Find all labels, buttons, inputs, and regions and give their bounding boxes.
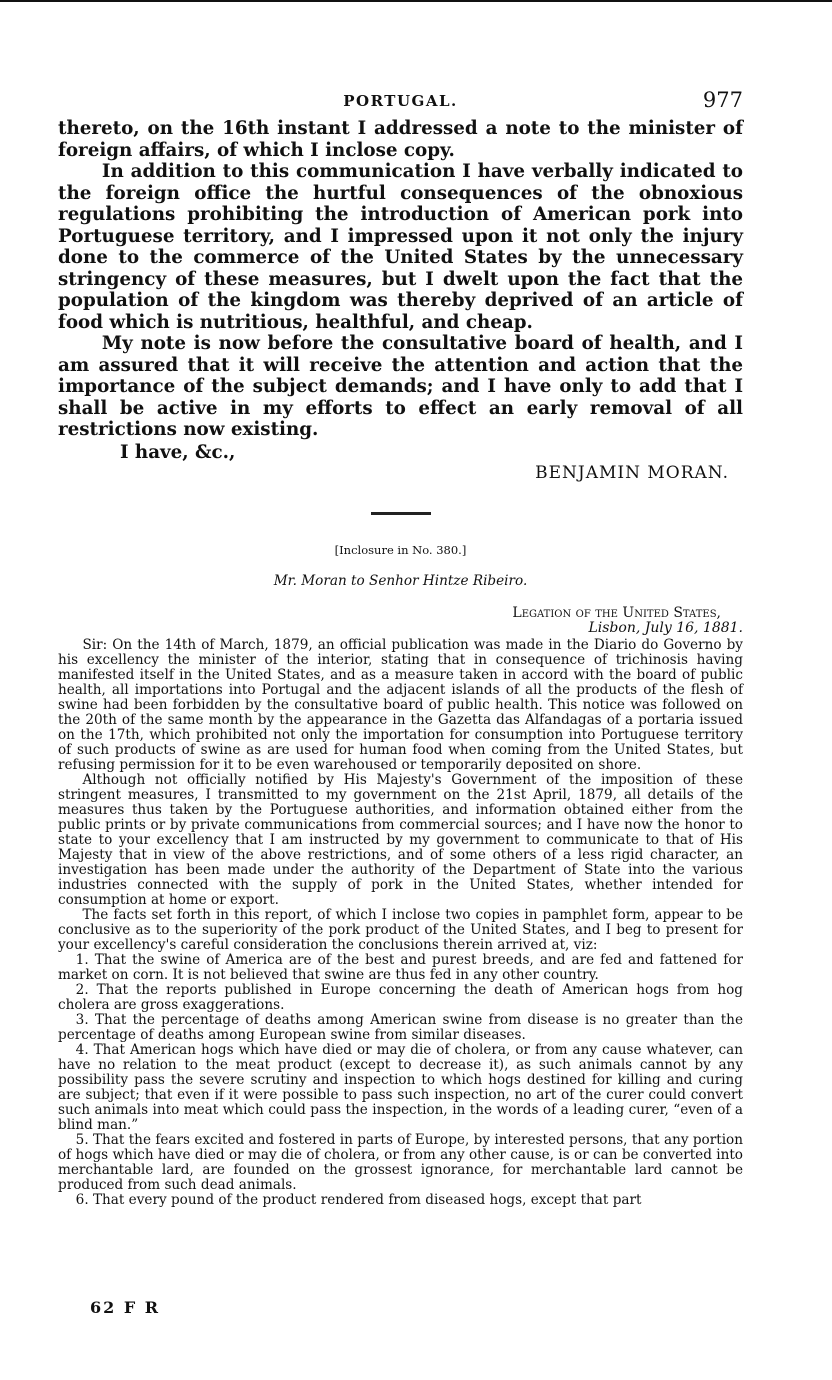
page-number: 977: [702, 88, 743, 112]
conclusion-item: 2. That the reports published in Europe concerning the death of American hogs from hog cholera are gross exaggerations.: [58, 981, 743, 1013]
letter-paragraph: thereto, on the 16th instant I addressed a note to the minister of foreign affairs, of which I inclose copy.: [58, 118, 743, 161]
letter-body: [58, 118, 743, 484]
conclusion-item: 6. That every pound of the product rendered from diseased hogs, except that part: [75, 1191, 642, 1208]
conclusion-item: 3. That the percentage of deaths among American swine from disease is no greater than the percentage of deaths among European swine from similar diseases.: [58, 1011, 743, 1043]
conclusion-item: 5. That the fears excited and fostered in parts of Europe, by interested persons, that any portion of hogs which have died or may die of cholera, or from any other cause, is or can be converted into merchantable lard, are founded on the grossest ignorance, for merchantable lard cannot be produced from such dead animals.: [58, 1131, 743, 1193]
inclosure-date: Lisbon, July 16, 1881.: [588, 619, 743, 636]
running-header: [58, 88, 743, 118]
inclosure-paragraph: Sir: On the 14th of March, 1879, an official publication was made in the Diario do Governo by his excellency the minister of the interior, stating that in consequence of trichinosis having manifested itself in the United States, and as a measure taken in accord with the board of public health, all importations into Portugal and the adjacent islands of all the products of the flesh of swine had been forbidden by the consultative board of public health. This notice was followed on the 20th of the same month by the appearance in the Gazetta das Alfandagas of a portaria issued on the 17th, which prohibited not only the importation for consumption into Portuguese territory of such products of swine as are used for human food when coming from the United States, but refusing permission for it to be even warehoused or temporarily deposited on shore.: [58, 636, 743, 773]
inclosure-heading: [Inclosure in No. 380.]: [334, 542, 467, 557]
inclosure: [58, 543, 743, 1208]
conclusion-item: 4. That American hogs which have died or may die of cholera, or from any cause whatever, can have no relation to the meat product (except to decrease it), as such animals cannot by any possibility pass the severe scrutiny and inspection to which hogs destined for killing and curing are subject; that even if it were possible to pass such inspection, no art of the curer could convert such animals into meat which could pass the inspection, in the words of a leading curer, “even of a blind man.”: [58, 1041, 743, 1133]
running-title: PORTUGAL.: [343, 92, 458, 110]
inclosure-paragraph: Although not officially notified by His Majesty's Government of the imposition of these stringent measures, I transmitted to my government on the 21st April, 1879, all details of the measures thus taken by the Portuguese authorities, and information obtained either from the public prints or by private communications from commercial sources; and I have now the honor to state to your excellency that I am instructed by my government to communicate to that of His Majesty that in view of the above restrictions, and of some others of a less rigid character, an investigation has been made under the authority of the Department of State into the various industries connected with the supply of pork in the United States, whether intended for consumption at home or export.: [58, 771, 743, 908]
top-rule: [0, 0, 832, 2]
page: [58, 88, 743, 1208]
signature-mark: 62 F R: [90, 1298, 161, 1317]
letter-paragraph: In addition to this communication I have verbally indicated to the foreign office the hurtful consequences of the obnoxious regulations prohibiting the introduction of American pork into Portuguese territory, and I impressed upon it not only the injury done to the commerce of the United States by the unnecessary stringency of these measures, but I dwelt upon the fact that the population of the kingdom was thereby deprived of an article of food which is nutritious, healthful, and cheap.: [58, 161, 743, 333]
letter-paragraph: My note is now before the consultative board of health, and I am assured that it will receive the attention and action that the importance of the subject demands; and I have only to add that I shall be active in my efforts to effect an early removal of all restrictions now existing.: [58, 333, 743, 440]
conclusion-item: 1. That the swine of America are of the best and purest breeds, and are fed and fattened for market on corn. It is not believed that swine are thus fed in any other country.: [58, 951, 743, 983]
inclosure-salutation: Mr. Moran to Senhor Hintze Ribeiro.: [273, 572, 528, 589]
closing: I have, &c.,: [120, 441, 236, 463]
signature: BENJAMIN MORAN.: [535, 462, 729, 483]
inclosure-paragraph: The facts set forth in this report, of which I inclose two copies in pamphlet form, appear to be conclusive as to the superiority of the pork product of the United States, and I beg to present for your excellency's careful consideration the conclusions therein arrived at, viz:: [58, 906, 743, 953]
section-divider: [371, 512, 431, 515]
letter-signoff: [58, 442, 743, 484]
inclosure-place: Legation of the United States,: [512, 604, 721, 621]
